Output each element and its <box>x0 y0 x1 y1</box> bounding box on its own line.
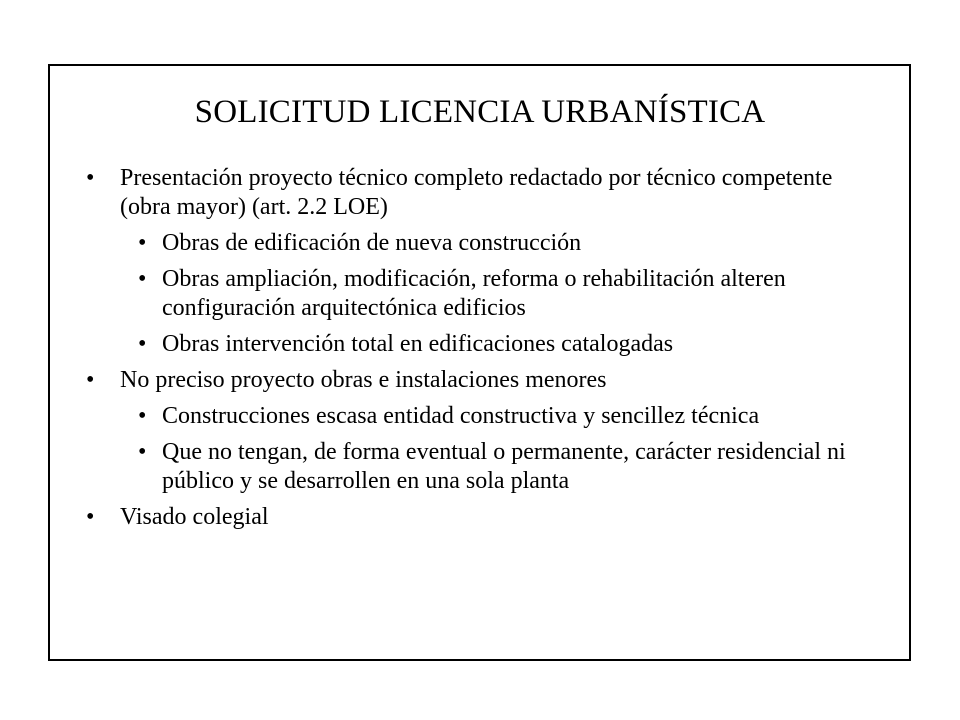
list-item <box>86 366 886 395</box>
bullet-icon: • <box>138 266 147 292</box>
list-item <box>86 402 886 431</box>
list-item-text: Obras intervención total en edificaciones catalogadas <box>162 331 674 357</box>
bullet-icon: • <box>86 165 95 191</box>
bullet-icon: • <box>138 403 147 429</box>
list-item-text: Presentación proyecto técnico completo redactado por técnico competente (obra mayor) (art. 2.2 LOE) <box>120 165 833 220</box>
bullet-icon: • <box>138 331 147 357</box>
bullet-icon: • <box>86 367 95 393</box>
bullet-icon: • <box>138 439 147 465</box>
list-item-text: Obras ampliación, modificación, reforma o rehabilitación alteren configuración arquitectónica edificios <box>162 266 786 321</box>
bullet-icon: • <box>86 504 95 530</box>
slide-title: SOLICITUD LICENCIA URBANÍSTICA <box>194 94 766 130</box>
list-item <box>86 330 886 359</box>
list-item <box>86 503 886 532</box>
list-item <box>86 229 886 258</box>
list-item-text: Visado colegial <box>120 504 269 530</box>
bullet-icon: • <box>138 230 147 256</box>
list-item-text: Construcciones escasa entidad constructiva y sencillez técnica <box>162 403 760 429</box>
list-item <box>86 438 886 496</box>
list-item-text: No preciso proyecto obras e instalaciones menores <box>120 367 607 393</box>
list-item-text: Obras de edificación de nueva construcción <box>162 230 582 256</box>
list-item <box>86 265 886 323</box>
bullet-list <box>86 164 886 539</box>
list-item <box>86 164 886 222</box>
list-item-text: Que no tengan, de forma eventual o permanente, carácter residencial ni público y se desarrollen en una sola planta <box>162 439 846 494</box>
